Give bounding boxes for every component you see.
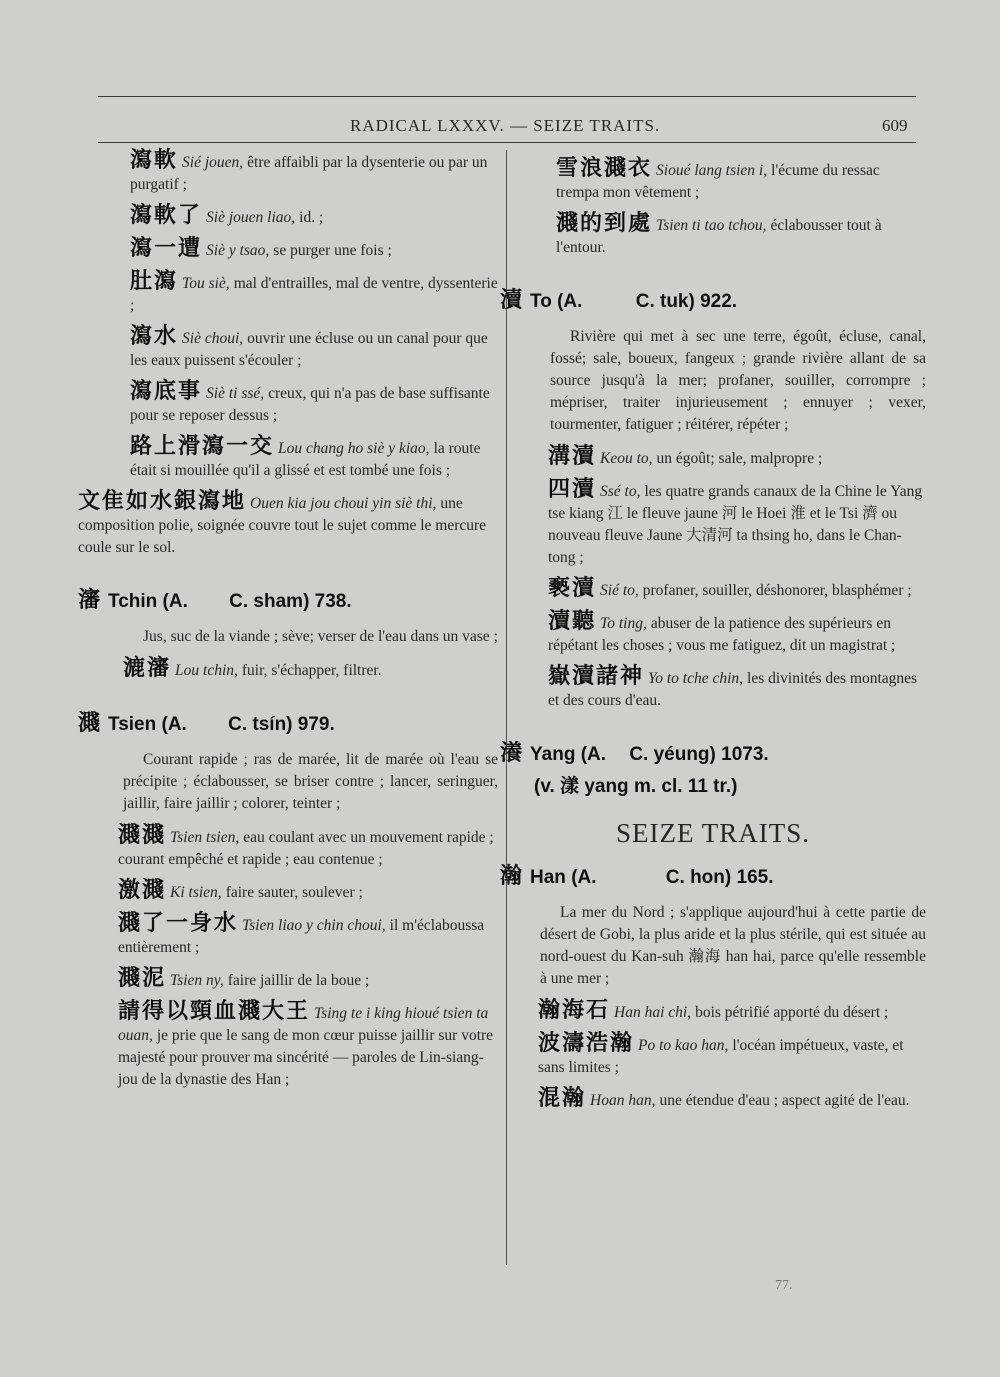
entry — [548, 578, 926, 602]
romanization: Tou siè, — [182, 275, 230, 292]
chinese-term: 瀉軟 — [130, 148, 179, 173]
entry — [118, 913, 498, 959]
entry — [118, 825, 498, 871]
definition: id. ; — [299, 209, 324, 226]
chinese-term: 瀉底事 — [130, 379, 203, 404]
romanization: Siè jouen liao, — [206, 209, 296, 226]
headword-character: 瀚 — [500, 864, 523, 889]
chinese-term: 濺的到處 — [556, 211, 653, 236]
headword-code: C. tuk) 922. — [635, 291, 738, 312]
definition: bois pétrifié apporté du désert ; — [695, 1004, 889, 1021]
headword-code: C. hon) 165. — [665, 867, 774, 888]
romanization: Tsing te i king hioué tsien ta ouan, — [118, 1005, 489, 1044]
entry — [130, 150, 498, 196]
romanization: Lou tchin, — [175, 662, 238, 679]
entry-list — [500, 446, 926, 712]
chinese-term: 濺濺 — [118, 823, 167, 848]
signature-mark: 77. — [775, 1278, 793, 1293]
headword-code: C. yéung) 1073. — [629, 744, 769, 765]
definition: les quatre grands canaux de la Chine le Yang tse kiang 江 le fleuve jaune 河 le Hoei 淮 et le Tsi 濟 ou nouveau fleuve Jaune 大清河 ta thsing ho, dans le Chan-tong ; — [548, 483, 923, 566]
definition: eau coulant avec un mouvement rapide ; courant empêché et rapide ; eau contenue ; — [118, 829, 494, 868]
definition: faire sauter, soulever ; — [225, 884, 363, 901]
definition: ouvrir une écluse ou un canal pour que les eaux puissent s'écouler ; — [130, 330, 488, 369]
headword-character: 瀋 — [78, 588, 101, 613]
chinese-term: 肚瀉 — [130, 269, 179, 294]
chinese-term: 溝瀆 — [548, 444, 597, 469]
entry-list — [78, 150, 498, 559]
headword-definition: Rivière qui met à sec une terre, égoût, écluse, canal, fossé; sale, boueux, fangeux ; grande rivière allant de sa source jusqu'à la mer; profaner, souiller, corrompre ; mépriser, traiter injurieusement ; ennuyer ; vexer, tourmenter, fatiguer ; réitérer, répéter ; — [550, 328, 926, 433]
romanization: Siè y tsao, — [206, 242, 270, 259]
headword-definition: La mer du Nord ; s'applique aujourd'hui à cette partie de désert de Gobi, la plus aride et la plus stérile, qui est située au nord-ouest du Kan-suh 瀚海 han hai, parce qu'elle ressemble à une mer ; — [540, 904, 926, 987]
chinese-term: 瀉一遭 — [130, 236, 203, 261]
romanization: Yo to tche chin, — [648, 670, 744, 687]
definition: être affaibli par la dysenterie ou par un purgatif ; — [130, 154, 488, 193]
headword-romanization: Tchin (A. — [108, 591, 188, 612]
definition: faire jaillir de la boue ; — [227, 972, 370, 989]
definition: je prie que le sang de mon cœur puisse jaillir sur votre majesté pour prouver ma sincérité — paroles de Lin-siang-jou de la dynastie des Han ; — [118, 1027, 494, 1088]
definition: l'écume du ressac trempa mon vêtement ; — [556, 162, 880, 201]
romanization: Sié jouen, — [182, 154, 244, 171]
entry — [538, 1033, 926, 1079]
chinese-term: 雪浪濺衣 — [556, 156, 653, 181]
entry — [548, 446, 926, 470]
definition: l'océan impétueux, vaste, et sans limites ; — [538, 1037, 904, 1076]
definition: il m'éclaboussa entièrement ; — [118, 917, 485, 956]
romanization: Sié to, — [600, 582, 639, 599]
definition: un égoût; sale, malpropre ; — [656, 450, 823, 467]
definition: mal d'entrailles, mal de ventre, dyssenterie ; — [130, 275, 498, 314]
chinese-term: 嶽瀆諸神 — [548, 664, 645, 689]
entry-list — [78, 825, 498, 1091]
headword-romanization: Han (A. — [530, 867, 597, 888]
romanization: Sioué lang tsien i, — [656, 162, 768, 179]
headword-character: 瀆 — [500, 288, 523, 313]
entry — [78, 491, 498, 559]
page-number: 609 — [882, 116, 908, 135]
romanization: Lou chang ho siè y kiao, — [278, 440, 430, 457]
entry-list — [500, 1000, 926, 1112]
entry — [118, 1001, 498, 1091]
header-rule-bottom — [98, 142, 916, 143]
left-column — [78, 150, 498, 1100]
chinese-term: 文隹如水銀瀉地 — [78, 489, 247, 514]
header-rule-top — [98, 96, 916, 97]
chinese-term: 瀚海石 — [538, 998, 611, 1023]
headword-han — [500, 859, 926, 890]
definition: fuir, s'échapper, filtrer. — [241, 662, 382, 679]
entry — [548, 611, 926, 657]
headword-code: C. tsín) 979. — [228, 714, 335, 735]
entry — [130, 436, 498, 482]
chinese-term: 濺泥 — [118, 966, 167, 991]
headword-romanization: To (A. — [530, 291, 583, 312]
headword-tsien — [78, 706, 498, 737]
definition: éclabousser tout à l'entour. — [556, 217, 882, 256]
running-header: RADICAL LXXXV. — SEIZE TRAITS. — [350, 116, 661, 135]
headword-definition: Jus, suc de la viande ; sève; verser de l'eau dans un vase ; — [143, 628, 498, 645]
cross-reference: (v. 漾 yang m. cl. 11 tr.) — [534, 776, 738, 797]
chinese-term: 混瀚 — [538, 1086, 587, 1111]
definition: creux, qui n'a pas de base suffisante pour se reposer dessus ; — [130, 385, 490, 424]
entry — [548, 666, 926, 712]
romanization: Ssé to, — [600, 483, 641, 500]
definition: une composition polie, soignée couvre tout le sujet comme le mercure coule sur le sol. — [78, 495, 487, 556]
chinese-term: 路上滑瀉一交 — [130, 434, 275, 459]
definition: profaner, souiller, déshonorer, blasphémer ; — [642, 582, 912, 599]
chinese-term: 請得以頸血濺大王 — [118, 999, 311, 1024]
entry — [130, 381, 498, 427]
romanization: Tsien ny, — [170, 972, 224, 989]
headword-yang — [500, 736, 926, 767]
romanization: Hoan han, — [590, 1092, 656, 1109]
section-title: SEIZE TRAITS. — [616, 818, 810, 848]
entry — [548, 479, 926, 569]
entry — [130, 326, 498, 372]
entry — [556, 213, 926, 259]
entry — [130, 238, 498, 262]
headword-to — [500, 283, 926, 314]
romanization: Ki tsien, — [170, 884, 222, 901]
romanization: To ting, — [600, 615, 647, 632]
definition: une étendue d'eau ; aspect agité de l'eau. — [659, 1092, 910, 1109]
headword-romanization: Yang (A. — [530, 744, 607, 765]
definition: abuser de la patience des supérieurs en répétant les choses ; vous me fatiguez, dit un magistrat ; — [548, 615, 896, 654]
chinese-term: 瀆聽 — [548, 609, 597, 634]
entry — [538, 1000, 926, 1024]
chinese-term: 瀉軟了 — [130, 203, 203, 228]
headword-code: C. sham) 738. — [229, 591, 352, 612]
romanization: Keou to, — [600, 450, 653, 467]
entry-list — [500, 158, 926, 259]
romanization: Siè ti ssé, — [206, 385, 265, 402]
entry — [118, 880, 498, 904]
romanization: Tsien tsien, — [170, 829, 240, 846]
definition: se purger une fois ; — [273, 242, 392, 259]
entry — [130, 205, 498, 229]
romanization: Tsien liao y chin choui, — [242, 917, 386, 934]
headword-definition: Courant rapide ; ras de marée, lit de marée où l'eau se précipite ; éclabousser, se briser contre ; lancer, seringuer, jaillir, faire jaillir ; colorer, teinter ; — [123, 751, 498, 812]
chinese-term: 褻瀆 — [548, 576, 597, 601]
headword-romanization: Tsien (A. — [108, 714, 187, 735]
headword-character: 濺 — [78, 711, 101, 736]
romanization: Po to kao han, — [638, 1037, 729, 1054]
headword-tchin — [78, 583, 498, 614]
definition: les divinités des montagnes et des cours d'eau. — [548, 670, 918, 709]
entry — [78, 658, 498, 682]
entry — [130, 271, 498, 317]
entry — [538, 1088, 926, 1112]
chinese-term: 激濺 — [118, 878, 167, 903]
chinese-term: 波濤浩瀚 — [538, 1031, 635, 1056]
romanization: Siè choui, — [182, 330, 244, 347]
right-column — [500, 158, 926, 1121]
chinese-term: 四瀆 — [548, 477, 597, 502]
entry — [556, 158, 926, 204]
romanization: Tsien ti tao tchou, — [656, 217, 767, 234]
definition: la route était si mouillée qu'il a glissé et est tombé une fois ; — [130, 440, 481, 479]
romanization: Ouen kia jou choui yin siè thi, — [250, 495, 437, 512]
chinese-term: 漉瀋 — [123, 656, 172, 681]
romanization: Han hai chi, — [614, 1004, 692, 1021]
entry — [118, 968, 498, 992]
chinese-term: 濺了一身水 — [118, 911, 239, 936]
headword-character: 瀁 — [500, 741, 523, 766]
chinese-term: 瀉水 — [130, 324, 179, 349]
